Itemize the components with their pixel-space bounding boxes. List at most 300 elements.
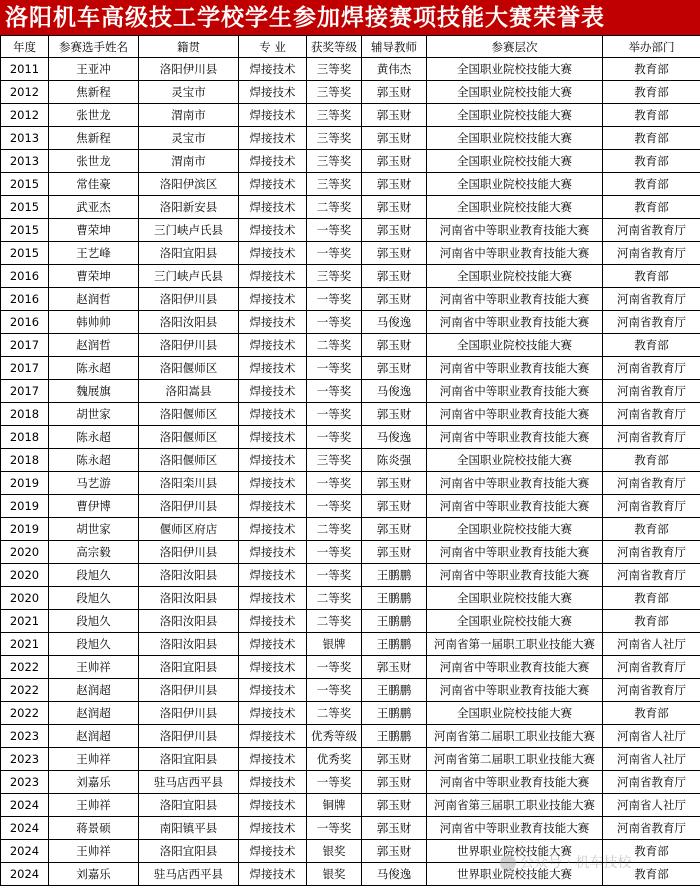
cell-hometown: 渭南市 <box>139 150 239 173</box>
cell-competition: 河南省中等职业教育技能大赛 <box>427 357 603 380</box>
cell-hometown: 洛阳栾川县 <box>139 472 239 495</box>
table-row <box>1 219 700 242</box>
cell-name: 胡世家 <box>49 518 139 541</box>
header-contestant-name: 参赛选手姓名 <box>49 36 139 58</box>
cell-year: 2011 <box>1 58 49 81</box>
cell-hometown: 三门峡卢氏县 <box>139 265 239 288</box>
cell-major: 焊接技术 <box>239 357 307 380</box>
cell-competition: 河南省中等职业教育技能大赛 <box>427 426 603 449</box>
cell-name: 赵润哲 <box>49 334 139 357</box>
table-row <box>1 495 700 518</box>
cell-coach: 郭玉财 <box>362 748 427 771</box>
cell-name: 韩帅帅 <box>49 311 139 334</box>
cell-competition: 全国职业院校技能大赛 <box>427 587 603 610</box>
cell-year: 2012 <box>1 81 49 104</box>
table-row <box>1 127 700 150</box>
cell-name: 赵润哲 <box>49 288 139 311</box>
cell-year: 2019 <box>1 518 49 541</box>
cell-coach: 郭玉财 <box>362 81 427 104</box>
cell-award: 二等奖 <box>307 702 362 725</box>
cell-organizer: 河南省教育厅 <box>603 472 700 495</box>
cell-organizer: 河南省教育厅 <box>603 679 700 702</box>
cell-competition: 河南省第二届职工职业技能大赛 <box>427 748 603 771</box>
cell-competition: 河南省中等职业教育技能大赛 <box>427 311 603 334</box>
cell-coach: 王鹏鹏 <box>362 610 427 633</box>
cell-coach: 郭玉财 <box>362 817 427 840</box>
cell-hometown: 洛阳汝阳县 <box>139 311 239 334</box>
cell-name: 张世龙 <box>49 150 139 173</box>
cell-award: 铜牌 <box>307 794 362 817</box>
cell-award: 银奖 <box>307 840 362 863</box>
cell-competition: 全国职业院校技能大赛 <box>427 702 603 725</box>
cell-name: 陈永超 <box>49 357 139 380</box>
table-row <box>1 794 700 817</box>
cell-year: 2023 <box>1 725 49 748</box>
table-row <box>1 311 700 334</box>
table-row <box>1 656 700 679</box>
cell-major: 焊接技术 <box>239 265 307 288</box>
cell-name: 王艺峰 <box>49 242 139 265</box>
cell-award: 银牌 <box>307 633 362 656</box>
cell-hometown: 洛阳伊川县 <box>139 334 239 357</box>
cell-competition: 全国职业院校技能大赛 <box>427 449 603 472</box>
cell-year: 2022 <box>1 656 49 679</box>
cell-major: 焊接技术 <box>239 725 307 748</box>
cell-year: 2020 <box>1 541 49 564</box>
cell-award: 三等奖 <box>307 173 362 196</box>
cell-award: 一等奖 <box>307 656 362 679</box>
cell-name: 高宗毅 <box>49 541 139 564</box>
cell-award: 一等奖 <box>307 564 362 587</box>
cell-year: 2024 <box>1 794 49 817</box>
cell-coach: 郭玉财 <box>362 334 427 357</box>
cell-coach: 王鹏鹏 <box>362 587 427 610</box>
cell-award: 三等奖 <box>307 81 362 104</box>
cell-coach: 郭玉财 <box>362 656 427 679</box>
cell-major: 焊接技术 <box>239 81 307 104</box>
cell-organizer: 河南省教育厅 <box>603 288 700 311</box>
table-row <box>1 564 700 587</box>
cell-major: 焊接技术 <box>239 656 307 679</box>
header-major: 专 业 <box>239 36 307 58</box>
cell-organizer: 教育部 <box>603 173 700 196</box>
cell-year: 2023 <box>1 771 49 794</box>
cell-organizer: 河南省教育厅 <box>603 380 700 403</box>
table-row <box>1 265 700 288</box>
cell-coach: 马俊逸 <box>362 380 427 403</box>
table-row <box>1 702 700 725</box>
cell-organizer: 教育部 <box>603 150 700 173</box>
cell-name: 陈永超 <box>49 426 139 449</box>
header-year: 年度 <box>1 36 49 58</box>
cell-name: 段旭久 <box>49 587 139 610</box>
cell-award: 三等奖 <box>307 127 362 150</box>
cell-year: 2020 <box>1 587 49 610</box>
cell-year: 2022 <box>1 702 49 725</box>
cell-year: 2018 <box>1 449 49 472</box>
cell-hometown: 洛阳偃师区 <box>139 357 239 380</box>
cell-coach: 黄伟杰 <box>362 58 427 81</box>
cell-name: 王帅祥 <box>49 840 139 863</box>
cell-competition: 河南省中等职业教育技能大赛 <box>427 403 603 426</box>
cell-award: 一等奖 <box>307 357 362 380</box>
cell-coach: 郭玉财 <box>362 196 427 219</box>
cell-name: 曹荣坤 <box>49 265 139 288</box>
cell-year: 2021 <box>1 610 49 633</box>
cell-year: 2022 <box>1 679 49 702</box>
cell-name: 武亚杰 <box>49 196 139 219</box>
cell-year: 2018 <box>1 426 49 449</box>
cell-name: 王帅祥 <box>49 794 139 817</box>
table-row <box>1 380 700 403</box>
cell-organizer: 教育部 <box>603 587 700 610</box>
cell-coach: 郭玉财 <box>362 518 427 541</box>
cell-competition: 河南省中等职业教育技能大赛 <box>427 656 603 679</box>
cell-hometown: 偃师区府店 <box>139 518 239 541</box>
cell-major: 焊接技术 <box>239 702 307 725</box>
cell-competition: 全国职业院校技能大赛 <box>427 104 603 127</box>
cell-year: 2020 <box>1 564 49 587</box>
cell-year: 2018 <box>1 403 49 426</box>
cell-major: 焊接技术 <box>239 196 307 219</box>
cell-hometown: 洛阳汝阳县 <box>139 610 239 633</box>
cell-organizer: 河南省人社厅 <box>603 633 700 656</box>
cell-major: 焊接技术 <box>239 518 307 541</box>
cell-name: 蒋景硕 <box>49 817 139 840</box>
cell-major: 焊接技术 <box>239 127 307 150</box>
cell-competition: 河南省中等职业教育技能大赛 <box>427 219 603 242</box>
cell-award: 二等奖 <box>307 334 362 357</box>
cell-award: 二等奖 <box>307 196 362 219</box>
cell-name: 段旭久 <box>49 633 139 656</box>
cell-coach: 郭玉财 <box>362 242 427 265</box>
table-row <box>1 242 700 265</box>
cell-organizer: 河南省人社厅 <box>603 725 700 748</box>
header-award-level: 获奖等级 <box>307 36 362 58</box>
table-row <box>1 725 700 748</box>
cell-coach: 郭玉财 <box>362 794 427 817</box>
cell-award: 一等奖 <box>307 472 362 495</box>
cell-name: 常佳豪 <box>49 173 139 196</box>
cell-year: 2021 <box>1 633 49 656</box>
cell-name: 胡世家 <box>49 403 139 426</box>
cell-hometown: 洛阳偃师区 <box>139 449 239 472</box>
cell-major: 焊接技术 <box>239 817 307 840</box>
cell-name: 刘嘉乐 <box>49 863 139 886</box>
table-row <box>1 771 700 794</box>
cell-coach: 陈炎强 <box>362 449 427 472</box>
cell-competition: 全国职业院校技能大赛 <box>427 196 603 219</box>
table-row <box>1 150 700 173</box>
header-hometown: 籍贯 <box>139 36 239 58</box>
cell-year: 2024 <box>1 863 49 886</box>
cell-hometown: 洛阳伊川县 <box>139 702 239 725</box>
cell-major: 焊接技术 <box>239 311 307 334</box>
cell-award: 三等奖 <box>307 150 362 173</box>
cell-competition: 河南省中等职业教育技能大赛 <box>427 771 603 794</box>
table-row <box>1 633 700 656</box>
cell-award: 三等奖 <box>307 104 362 127</box>
cell-coach: 王鹏鹏 <box>362 564 427 587</box>
cell-major: 焊接技术 <box>239 58 307 81</box>
cell-hometown: 洛阳伊川县 <box>139 725 239 748</box>
cell-organizer: 河南省教育厅 <box>603 219 700 242</box>
table-row <box>1 679 700 702</box>
cell-hometown: 灵宝市 <box>139 81 239 104</box>
cell-name: 赵润超 <box>49 702 139 725</box>
cell-award: 一等奖 <box>307 403 362 426</box>
cell-name: 陈永超 <box>49 449 139 472</box>
cell-award: 一等奖 <box>307 817 362 840</box>
cell-coach: 王鹏鹏 <box>362 679 427 702</box>
cell-major: 焊接技术 <box>239 587 307 610</box>
cell-competition: 全国职业院校技能大赛 <box>427 173 603 196</box>
cell-major: 焊接技术 <box>239 173 307 196</box>
cell-competition: 河南省中等职业教育技能大赛 <box>427 380 603 403</box>
cell-organizer: 教育部 <box>603 449 700 472</box>
cell-year: 2015 <box>1 196 49 219</box>
cell-major: 焊接技术 <box>239 748 307 771</box>
cell-name: 段旭久 <box>49 610 139 633</box>
cell-organizer: 教育部 <box>603 104 700 127</box>
honor-table <box>0 35 700 886</box>
cell-award: 一等奖 <box>307 219 362 242</box>
cell-coach: 马俊逸 <box>362 426 427 449</box>
cell-name: 王帅祥 <box>49 748 139 771</box>
cell-hometown: 洛阳宜阳县 <box>139 242 239 265</box>
cell-coach: 郭玉财 <box>362 150 427 173</box>
cell-coach: 马俊逸 <box>362 311 427 334</box>
cell-award: 一等奖 <box>307 426 362 449</box>
cell-organizer: 河南省教育厅 <box>603 564 700 587</box>
cell-coach: 郭玉财 <box>362 495 427 518</box>
cell-year: 2023 <box>1 748 49 771</box>
cell-name: 魏展旗 <box>49 380 139 403</box>
cell-coach: 郭玉财 <box>362 403 427 426</box>
cell-major: 焊接技术 <box>239 150 307 173</box>
cell-coach: 郭玉财 <box>362 771 427 794</box>
cell-name: 张世龙 <box>49 104 139 127</box>
page-title: 洛阳机车高级技工学校学生参加焊接赛项技能大赛荣誉表 <box>0 0 700 35</box>
cell-organizer: 教育部 <box>603 81 700 104</box>
cell-hometown: 洛阳偃师区 <box>139 426 239 449</box>
cell-major: 焊接技术 <box>239 426 307 449</box>
cell-major: 焊接技术 <box>239 104 307 127</box>
cell-name: 段旭久 <box>49 564 139 587</box>
cell-hometown: 南阳镇平县 <box>139 817 239 840</box>
table-row <box>1 288 700 311</box>
cell-award: 优秀奖 <box>307 748 362 771</box>
cell-organizer: 教育部 <box>603 702 700 725</box>
cell-award: 一等奖 <box>307 288 362 311</box>
cell-year: 2017 <box>1 357 49 380</box>
cell-competition: 河南省中等职业教育技能大赛 <box>427 495 603 518</box>
cell-hometown: 洛阳伊川县 <box>139 58 239 81</box>
cell-organizer: 河南省教育厅 <box>603 771 700 794</box>
table-row <box>1 104 700 127</box>
cell-major: 焊接技术 <box>239 472 307 495</box>
table-body <box>1 58 700 886</box>
table-row <box>1 357 700 380</box>
table-row <box>1 587 700 610</box>
cell-award: 一等奖 <box>307 311 362 334</box>
cell-competition: 全国职业院校技能大赛 <box>427 81 603 104</box>
cell-organizer: 河南省教育厅 <box>603 311 700 334</box>
cell-year: 2012 <box>1 104 49 127</box>
cell-competition: 河南省中等职业教育技能大赛 <box>427 564 603 587</box>
cell-coach: 马俊逸 <box>362 863 427 886</box>
cell-competition: 全国职业院校技能大赛 <box>427 518 603 541</box>
table-row <box>1 449 700 472</box>
cell-competition: 全国职业院校技能大赛 <box>427 58 603 81</box>
cell-name: 马艺游 <box>49 472 139 495</box>
cell-major: 焊接技术 <box>239 679 307 702</box>
cell-hometown: 洛阳宜阳县 <box>139 840 239 863</box>
cell-competition: 河南省中等职业教育技能大赛 <box>427 817 603 840</box>
cell-coach: 郭玉财 <box>362 265 427 288</box>
cell-competition: 河南省中等职业教育技能大赛 <box>427 541 603 564</box>
cell-coach: 郭玉财 <box>362 288 427 311</box>
cell-major: 焊接技术 <box>239 610 307 633</box>
cell-organizer: 河南省教育厅 <box>603 357 700 380</box>
cell-organizer: 河南省教育厅 <box>603 817 700 840</box>
cell-name: 曹伊博 <box>49 495 139 518</box>
cell-award: 银奖 <box>307 863 362 886</box>
cell-hometown: 三门峡卢氏县 <box>139 219 239 242</box>
cell-organizer: 教育部 <box>603 840 700 863</box>
cell-hometown: 洛阳宜阳县 <box>139 794 239 817</box>
cell-award: 三等奖 <box>307 265 362 288</box>
cell-competition: 河南省中等职业教育技能大赛 <box>427 472 603 495</box>
cell-hometown: 洛阳宜阳县 <box>139 748 239 771</box>
cell-organizer: 教育部 <box>603 265 700 288</box>
cell-hometown: 洛阳伊川县 <box>139 495 239 518</box>
cell-organizer: 河南省教育厅 <box>603 426 700 449</box>
cell-coach: 王鹏鹏 <box>362 633 427 656</box>
cell-award: 三等奖 <box>307 449 362 472</box>
cell-hometown: 洛阳汝阳县 <box>139 587 239 610</box>
cell-organizer: 教育部 <box>603 196 700 219</box>
cell-hometown: 洛阳汝阳县 <box>139 564 239 587</box>
cell-competition: 河南省中等职业教育技能大赛 <box>427 242 603 265</box>
cell-award: 一等奖 <box>307 380 362 403</box>
cell-year: 2024 <box>1 840 49 863</box>
cell-coach: 王鹏鹏 <box>362 702 427 725</box>
cell-organizer: 河南省人社厅 <box>603 794 700 817</box>
table-row <box>1 173 700 196</box>
cell-major: 焊接技术 <box>239 863 307 886</box>
cell-name: 焦新程 <box>49 127 139 150</box>
cell-award: 三等奖 <box>307 58 362 81</box>
cell-name: 刘嘉乐 <box>49 771 139 794</box>
cell-year: 2013 <box>1 127 49 150</box>
cell-hometown: 灵宝市 <box>139 127 239 150</box>
cell-year: 2017 <box>1 380 49 403</box>
cell-competition: 全国职业院校技能大赛 <box>427 265 603 288</box>
cell-competition: 全国职业院校技能大赛 <box>427 610 603 633</box>
cell-name: 赵润超 <box>49 679 139 702</box>
cell-major: 焊接技术 <box>239 380 307 403</box>
table-row <box>1 610 700 633</box>
cell-major: 焊接技术 <box>239 633 307 656</box>
cell-major: 焊接技术 <box>239 334 307 357</box>
cell-year: 2015 <box>1 242 49 265</box>
cell-major: 焊接技术 <box>239 495 307 518</box>
table-row <box>1 840 700 863</box>
cell-organizer: 河南省教育厅 <box>603 541 700 564</box>
header-organizer: 举办部门 <box>603 36 700 58</box>
cell-hometown: 洛阳伊川县 <box>139 288 239 311</box>
cell-organizer: 教育部 <box>603 58 700 81</box>
cell-name: 王帅祥 <box>49 656 139 679</box>
cell-hometown: 洛阳伊川县 <box>139 679 239 702</box>
cell-coach: 郭玉财 <box>362 472 427 495</box>
cell-major: 焊接技术 <box>239 794 307 817</box>
cell-competition: 全国职业院校技能大赛 <box>427 150 603 173</box>
cell-major: 焊接技术 <box>239 840 307 863</box>
cell-year: 2019 <box>1 495 49 518</box>
cell-award: 一等奖 <box>307 679 362 702</box>
cell-major: 焊接技术 <box>239 541 307 564</box>
cell-coach: 王鹏鹏 <box>362 725 427 748</box>
cell-year: 2015 <box>1 173 49 196</box>
cell-competition: 河南省中等职业教育技能大赛 <box>427 288 603 311</box>
cell-coach: 郭玉财 <box>362 541 427 564</box>
cell-major: 焊接技术 <box>239 219 307 242</box>
cell-award: 一等奖 <box>307 495 362 518</box>
cell-coach: 郭玉财 <box>362 840 427 863</box>
cell-organizer: 河南省教育厅 <box>603 403 700 426</box>
cell-name: 王亚冲 <box>49 58 139 81</box>
cell-hometown: 驻马店西平县 <box>139 771 239 794</box>
cell-hometown: 洛阳宜阳县 <box>139 656 239 679</box>
table-row <box>1 863 700 886</box>
table-row <box>1 81 700 104</box>
table-row <box>1 196 700 219</box>
cell-organizer: 教育部 <box>603 863 700 886</box>
table-row <box>1 541 700 564</box>
cell-coach: 郭玉财 <box>362 173 427 196</box>
table-row <box>1 472 700 495</box>
cell-hometown: 洛阳汝阳县 <box>139 633 239 656</box>
cell-year: 2017 <box>1 334 49 357</box>
cell-year: 2019 <box>1 472 49 495</box>
cell-award: 二等奖 <box>307 610 362 633</box>
cell-competition: 河南省中等职业教育技能大赛 <box>427 679 603 702</box>
cell-major: 焊接技术 <box>239 449 307 472</box>
cell-year: 2016 <box>1 265 49 288</box>
table-header-row <box>1 36 700 58</box>
cell-award: 二等奖 <box>307 518 362 541</box>
cell-competition: 世界职业院校技能大赛 <box>427 840 603 863</box>
cell-organizer: 河南省教育厅 <box>603 656 700 679</box>
cell-year: 2016 <box>1 311 49 334</box>
cell-competition: 河南省第一届职工职业技能大赛 <box>427 633 603 656</box>
cell-coach: 郭玉财 <box>362 127 427 150</box>
cell-hometown: 渭南市 <box>139 104 239 127</box>
cell-name: 曹荣坤 <box>49 219 139 242</box>
cell-hometown: 洛阳新安县 <box>139 196 239 219</box>
cell-competition: 世界职业院校技能大赛 <box>427 863 603 886</box>
cell-organizer: 教育部 <box>603 610 700 633</box>
cell-name: 焦新程 <box>49 81 139 104</box>
cell-competition: 河南省第二届职工职业技能大赛 <box>427 725 603 748</box>
cell-organizer: 河南省人社厅 <box>603 748 700 771</box>
table-row <box>1 518 700 541</box>
cell-year: 2013 <box>1 150 49 173</box>
table-row <box>1 748 700 771</box>
cell-major: 焊接技术 <box>239 242 307 265</box>
